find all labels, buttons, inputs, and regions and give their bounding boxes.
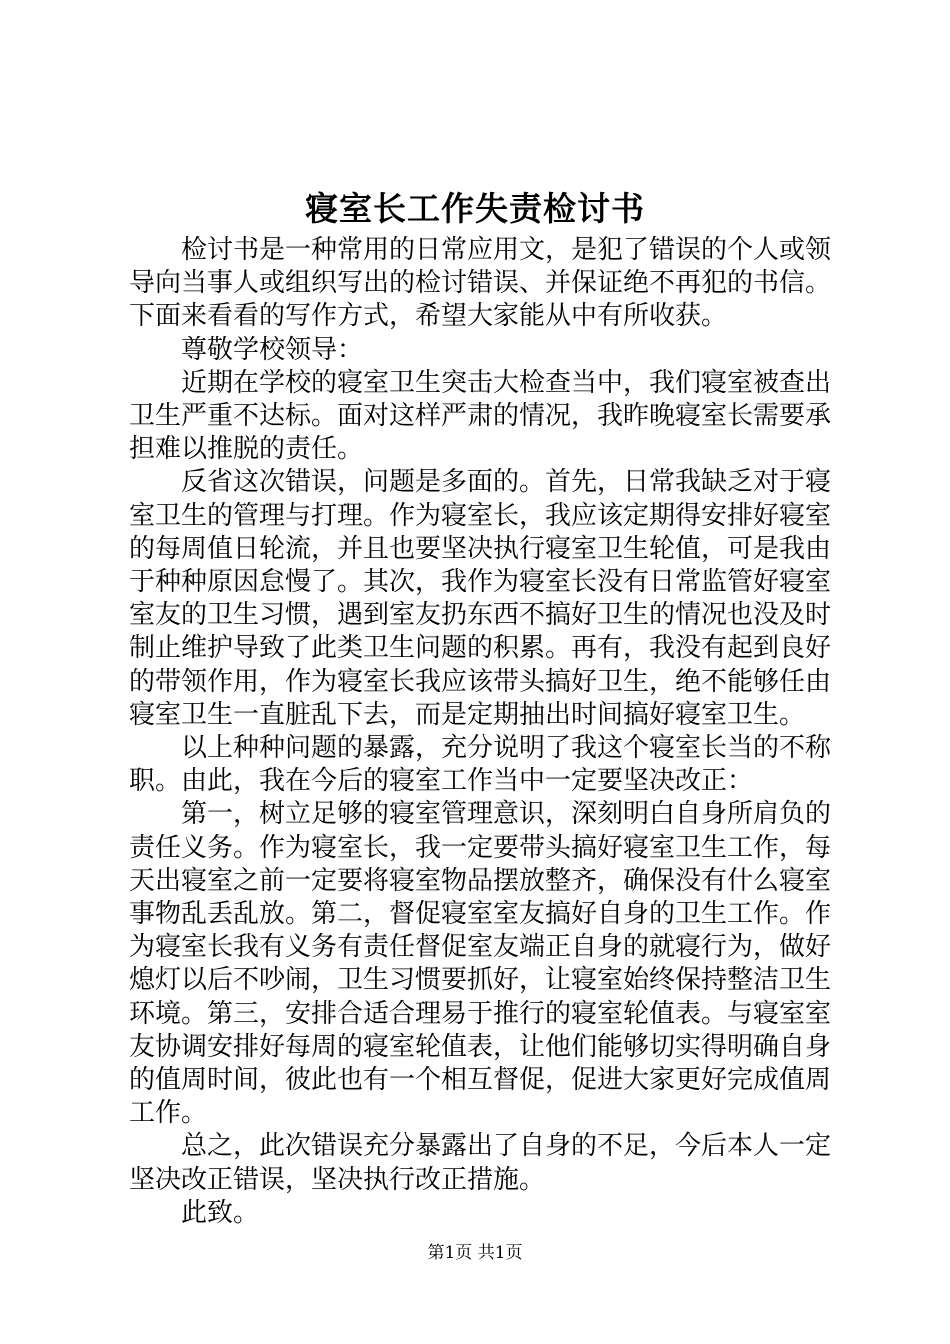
paragraph-intro: 检讨书是一种常用的日常应用文，是犯了错误的个人或领导向当事人或组织写出的检讨错误、并保证绝不再犯的书信。下面来看看的写作方式，希望大家能从中有所收获。: [129, 235, 832, 332]
paragraph-summary: 总之，此次错误充分暴露出了自身的不足，今后本人一定坚决改正错误，坚决执行改正措施。: [129, 1131, 832, 1195]
paragraph-conclusion-lead: 以上种种问题的暴露，充分说明了我这个寝室长当的不称职。由此，我在今后的寝室工作当中一定要坚决改正：: [129, 733, 832, 797]
paragraph-reflection: 反省这次错误，问题是多面的。首先，日常我缺乏对于寝室卫生的管理与打理。作为寝室长，我应该定期得安排好寝室的每周值日轮流，并且也要坚决执行寝室卫生轮值，可是我由于种种原因怠慢了。其次，我作为寝室长没有日常监管好寝室室友的卫生习惯，遇到室友扔东西不搞好卫生的情况也没及时制止维护导致了此类卫生问题的积累。再有，我没有起到良好的带领作用，作为寝室长我应该带头搞好卫生，绝不能够任由寝室卫生一直脏乱下去，而是定期抽出时间搞好寝室卫生。: [129, 467, 832, 730]
document-body: [129, 234, 831, 1230]
paragraph-measures: 第一，树立足够的寝室管理意识，深刻明白自身所肩负的责任义务。作为寝室长，我一定要带头搞好寝室卫生工作，每天出寝室之前一定要将寝室物品摆放整齐，确保没有什么寝室事物乱丢乱放。第二，督促寝室室友搞好自身的卫生工作。作为寝室长我有义务有责任督促室友端正自身的就寝行为，做好熄灯以后不吵闹，卫生习惯要抓好，让寝室始终保持整洁卫生环境。第三，安排合适合理易于推行的寝室轮值表。与寝室室友协调安排好每周的寝室轮值表，让他们能够切实得明确自身的值周时间，彼此也有一个相互督促，促进大家更好完成值周工作。: [129, 799, 832, 1129]
page-footer: 第1页 共1页: [427, 1243, 523, 1263]
paragraph-salutation: 尊敬学校领导：: [181, 334, 364, 365]
document-title: 寝室长工作失责检讨书: [305, 189, 645, 228]
paragraph-incident: 近期在学校的寝室卫生突击大检查当中，我们寝室被查出卫生严重不达标。面对这样严肃的情况，我昨晚寝室长需要承担难以推脱的责任。: [129, 367, 832, 465]
paragraph-closing: 此致。: [181, 1197, 260, 1228]
